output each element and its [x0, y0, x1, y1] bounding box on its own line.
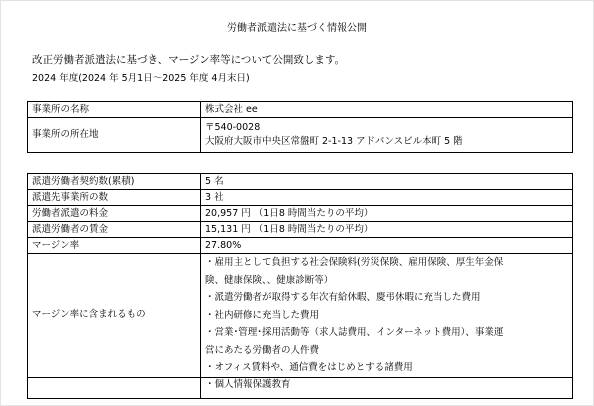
- company-postal: 〒540-0028: [205, 122, 261, 133]
- company-address-label: 事業所の所在地: [28, 118, 201, 153]
- table-row: [28, 102, 573, 118]
- fee-value: 20,957 円 （1日8 時間当たりの平均）: [201, 206, 573, 222]
- table-row: [28, 190, 573, 206]
- period-text: 2024 年度(2024 年 5月1日～2025 年度 4月末日): [32, 73, 250, 84]
- company-address: 大阪府大阪市中央区常盤町 2-1-13 アドバンスビル本町 5 階: [205, 136, 463, 147]
- page-title: 労働者派遣法に基づく情報公開: [227, 23, 367, 34]
- included-item: ・社内研修に充当した費用: [205, 309, 320, 321]
- contracts-value: 5 名: [201, 174, 573, 190]
- fee-label: 労働者派遣の料金: [28, 206, 201, 222]
- clients-value: 3 社: [201, 190, 573, 206]
- margin-label: マージン率: [28, 238, 201, 254]
- included-item: ・雇用主として負担する社会保険料(労災保険、雇用保険、厚生年金保: [205, 257, 504, 268]
- included-label: マージン率に含まれるもの: [28, 254, 201, 378]
- included-item: ・営業･管理･採用活動等（求人誌費用、インターネット費用）、事業運: [205, 327, 504, 338]
- table-row: [28, 206, 573, 222]
- margin-value: 27.80%: [201, 238, 573, 254]
- company-name-label: 事業所の名称: [28, 102, 201, 118]
- table-row: [28, 238, 573, 254]
- table-row: [28, 118, 573, 153]
- wage-value: 15,131 円 （1日8 時間当たりの平均）: [201, 222, 573, 238]
- wage-label: 派遣労働者の賃金: [28, 222, 201, 238]
- included-item: ・派遣労働者が取得する年次有給休暇、慶弔休暇に充当した費用: [205, 292, 481, 303]
- company-address-cell: [201, 118, 573, 153]
- included-item: 営にあたる労働者の人件費: [205, 344, 320, 356]
- table-row: [28, 377, 573, 398]
- table-row: [28, 254, 573, 378]
- included-item: 険、健康保険、、健康診断等）: [205, 274, 334, 286]
- company-name-value: 株式会社 ee: [201, 102, 573, 118]
- empty-label-cell: [28, 377, 201, 398]
- company-info-table: [27, 101, 573, 153]
- table-row: [28, 222, 573, 238]
- intro-text: 改正労働者派遣法に基づき、マージン率等について公開致します。: [32, 54, 346, 66]
- partial-item: ・個人情報保護教育: [201, 377, 573, 398]
- included-item: ・オフィス賃料や、通信費をはじめとする諸費用: [205, 362, 413, 373]
- dispatch-stats-table: [27, 173, 573, 399]
- table-row: [28, 174, 573, 190]
- contracts-label: 派遣労働者契約数(累積): [28, 174, 201, 190]
- included-items-cell: [201, 254, 573, 378]
- clients-label: 派遣先事業所の数: [28, 190, 201, 206]
